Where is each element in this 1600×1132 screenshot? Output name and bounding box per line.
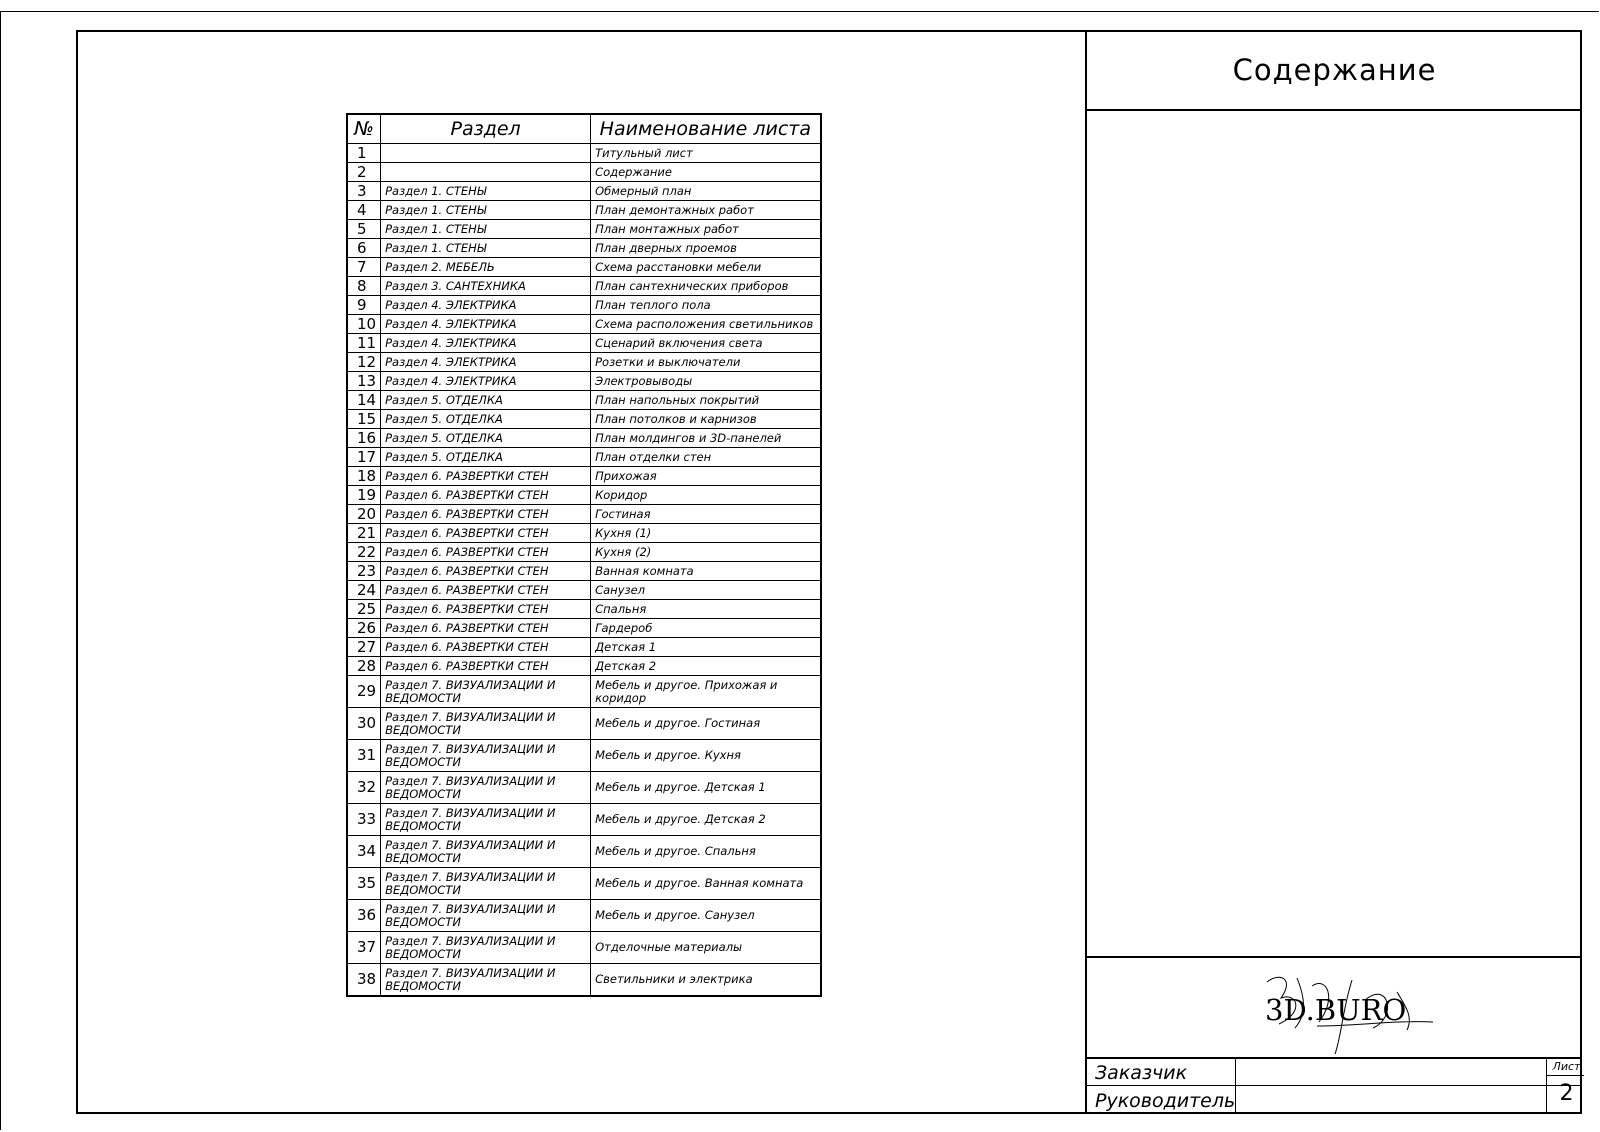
- table-row: [347, 804, 821, 836]
- table-row: [347, 932, 821, 964]
- table-row: [347, 429, 821, 448]
- cell-number: 30: [347, 708, 381, 740]
- cell-section: Раздел 4. ЭЛЕКТРИКА: [381, 315, 591, 334]
- cell-section: Раздел 4. ЭЛЕКТРИКА: [381, 334, 591, 353]
- table-row: [347, 182, 821, 201]
- header-sheet-name: Наименование листа: [591, 114, 821, 144]
- cell-number: 34: [347, 836, 381, 868]
- cell-number: 25: [347, 600, 381, 619]
- table-row: [347, 258, 821, 277]
- cell-sheet-name: Ванная комната: [591, 562, 821, 581]
- cell-section: [381, 144, 591, 163]
- logo-text: 3D.BURO: [1265, 993, 1407, 1027]
- cell-sheet-name: Детская 2: [591, 657, 821, 676]
- cell-section: Раздел 1. СТЕНЫ: [381, 220, 591, 239]
- table-header-row: [347, 114, 821, 144]
- cell-sheet-name: Спальня: [591, 600, 821, 619]
- cell-section: Раздел 6. РАЗВЕРТКИ СТЕН: [381, 600, 591, 619]
- stamp-row-client: [1087, 1059, 1582, 1086]
- cell-sheet-name: Обмерный план: [591, 182, 821, 201]
- stamp-divider: [1546, 1075, 1584, 1076]
- table-row: [347, 163, 821, 182]
- cell-section: Раздел 2. МЕБЕЛЬ: [381, 258, 591, 277]
- cell-number: 8: [347, 277, 381, 296]
- cell-section: Раздел 4. ЭЛЕКТРИКА: [381, 353, 591, 372]
- cell-number: 22: [347, 543, 381, 562]
- table-row: [347, 505, 821, 524]
- cell-section: Раздел 6. РАЗВЕРТКИ СТЕН: [381, 581, 591, 600]
- cell-section: Раздел 6. РАЗВЕРТКИ СТЕН: [381, 467, 591, 486]
- cell-section: Раздел 7. ВИЗУАЛИЗАЦИИ И ВЕДОМОСТИ: [381, 868, 591, 900]
- cell-number: 36: [347, 900, 381, 932]
- cell-sheet-name: Мебель и другое. Гостиная: [591, 708, 821, 740]
- cell-sheet-name: Мебель и другое. Детская 2: [591, 804, 821, 836]
- cell-sheet-name: План потолков и карнизов: [591, 410, 821, 429]
- cell-sheet-name: Отделочные материалы: [591, 932, 821, 964]
- cell-number: 21: [347, 524, 381, 543]
- cell-section: Раздел 7. ВИЗУАЛИЗАЦИИ И ВЕДОМОСТИ: [381, 932, 591, 964]
- table-row: [347, 836, 821, 868]
- table-row: [347, 391, 821, 410]
- cell-number: 5: [347, 220, 381, 239]
- cell-number: 19: [347, 486, 381, 505]
- cell-section: [381, 163, 591, 182]
- table-row: [347, 581, 821, 600]
- table-row: [347, 600, 821, 619]
- cell-number: 12: [347, 353, 381, 372]
- header-section: Раздел: [381, 114, 591, 144]
- cell-number: 4: [347, 201, 381, 220]
- cell-section: Раздел 5. ОТДЕЛКА: [381, 410, 591, 429]
- cell-number: 24: [347, 581, 381, 600]
- table-row: [347, 315, 821, 334]
- cell-number: 29: [347, 676, 381, 708]
- cell-sheet-name: Мебель и другое. Спальня: [591, 836, 821, 868]
- cell-section: Раздел 5. ОТДЕЛКА: [381, 448, 591, 467]
- cell-sheet-name: Мебель и другое. Прихожая и коридор: [591, 676, 821, 708]
- cell-sheet-name: Содержание: [591, 163, 821, 182]
- contents-table: [346, 113, 822, 997]
- cell-section: Раздел 4. ЭЛЕКТРИКА: [381, 296, 591, 315]
- table-row: [347, 543, 821, 562]
- sheet-label: Лист: [1552, 1060, 1581, 1073]
- cell-number: 18: [347, 467, 381, 486]
- cell-sheet-name: Прихожая: [591, 467, 821, 486]
- cell-section: Раздел 7. ВИЗУАЛИЗАЦИИ И ВЕДОМОСТИ: [381, 740, 591, 772]
- cell-section: Раздел 6. РАЗВЕРТКИ СТЕН: [381, 524, 591, 543]
- table-row: [347, 524, 821, 543]
- stamp-divider: [1546, 1059, 1547, 1114]
- cell-number: 15: [347, 410, 381, 429]
- cell-number: 38: [347, 964, 381, 997]
- cell-section: Раздел 7. ВИЗУАЛИЗАЦИИ И ВЕДОМОСТИ: [381, 964, 591, 997]
- cell-number: 1: [347, 144, 381, 163]
- table-row: [347, 448, 821, 467]
- cell-sheet-name: Кухня (1): [591, 524, 821, 543]
- cell-number: 9: [347, 296, 381, 315]
- cell-sheet-name: План дверных проемов: [591, 239, 821, 258]
- table-row: [347, 772, 821, 804]
- cell-sheet-name: Гостиная: [591, 505, 821, 524]
- cell-sheet-name: План демонтажных работ: [591, 201, 821, 220]
- cell-section: Раздел 1. СТЕНЫ: [381, 201, 591, 220]
- cell-section: Раздел 6. РАЗВЕРТКИ СТЕН: [381, 562, 591, 581]
- cell-section: Раздел 6. РАЗВЕРТКИ СТЕН: [381, 657, 591, 676]
- title-block: [1085, 30, 1582, 1114]
- logo-box: [1087, 956, 1582, 1057]
- cell-number: 16: [347, 429, 381, 448]
- cell-number: 10: [347, 315, 381, 334]
- cell-number: 23: [347, 562, 381, 581]
- cell-section: Раздел 5. ОТДЕЛКА: [381, 429, 591, 448]
- table-row: [347, 562, 821, 581]
- page-title: Содержание: [1232, 52, 1437, 87]
- cell-sheet-name: Детская 1: [591, 638, 821, 657]
- table-row: [347, 486, 821, 505]
- cell-number: 37: [347, 932, 381, 964]
- cell-sheet-name: План молдингов и 3D-панелей: [591, 429, 821, 448]
- title-box: [1087, 30, 1582, 111]
- cell-section: Раздел 7. ВИЗУАЛИЗАЦИИ И ВЕДОМОСТИ: [381, 900, 591, 932]
- cell-number: 28: [347, 657, 381, 676]
- logo-signature-icon: [1257, 968, 1437, 1056]
- stamp-divider: [1235, 1059, 1236, 1114]
- cell-sheet-name: Гардероб: [591, 619, 821, 638]
- cell-number: 26: [347, 619, 381, 638]
- cell-sheet-name: Светильники и электрика: [591, 964, 821, 997]
- client-label: Заказчик: [1095, 1062, 1188, 1084]
- cell-section: Раздел 7. ВИЗУАЛИЗАЦИИ И ВЕДОМОСТИ: [381, 676, 591, 708]
- cell-sheet-name: Сценарий включения света: [591, 334, 821, 353]
- cell-section: Раздел 6. РАЗВЕРТКИ СТЕН: [381, 486, 591, 505]
- table-row: [347, 220, 821, 239]
- cell-number: 32: [347, 772, 381, 804]
- cell-section: Раздел 7. ВИЗУАЛИЗАЦИИ И ВЕДОМОСТИ: [381, 772, 591, 804]
- cell-section: Раздел 1. СТЕНЫ: [381, 182, 591, 201]
- cell-sheet-name: План теплого пола: [591, 296, 821, 315]
- cell-number: 20: [347, 505, 381, 524]
- table-row: [347, 740, 821, 772]
- cell-sheet-name: Розетки и выключатели: [591, 353, 821, 372]
- table-row: [347, 676, 821, 708]
- stamp-row-manager: [1087, 1086, 1582, 1113]
- cell-number: 3: [347, 182, 381, 201]
- stamp-block: [1087, 1057, 1582, 1112]
- cell-number: 33: [347, 804, 381, 836]
- cell-number: 7: [347, 258, 381, 277]
- cell-sheet-name: Титульный лист: [591, 144, 821, 163]
- cell-section: Раздел 6. РАЗВЕРТКИ СТЕН: [381, 638, 591, 657]
- cell-section: Раздел 6. РАЗВЕРТКИ СТЕН: [381, 619, 591, 638]
- cell-section: Раздел 7. ВИЗУАЛИЗАЦИИ И ВЕДОМОСТИ: [381, 804, 591, 836]
- cell-number: 17: [347, 448, 381, 467]
- table-row: [347, 657, 821, 676]
- cell-section: Раздел 7. ВИЗУАЛИЗАЦИИ И ВЕДОМОСТИ: [381, 836, 591, 868]
- cell-number: 31: [347, 740, 381, 772]
- cell-sheet-name: Схема расстановки мебели: [591, 258, 821, 277]
- cell-number: 13: [347, 372, 381, 391]
- table-row: [347, 239, 821, 258]
- cell-sheet-name: План отделки стен: [591, 448, 821, 467]
- table-row: [347, 964, 821, 997]
- table-row: [347, 201, 821, 220]
- table-row: [347, 467, 821, 486]
- cell-sheet-name: Схема расположения светильников: [591, 315, 821, 334]
- cell-number: 11: [347, 334, 381, 353]
- cell-number: 6: [347, 239, 381, 258]
- cell-sheet-name: Мебель и другое. Кухня: [591, 740, 821, 772]
- table-row: [347, 619, 821, 638]
- cell-sheet-name: Мебель и другое. Детская 1: [591, 772, 821, 804]
- cell-section: Раздел 7. ВИЗУАЛИЗАЦИИ И ВЕДОМОСТИ: [381, 708, 591, 740]
- cell-number: 35: [347, 868, 381, 900]
- cell-sheet-name: План монтажных работ: [591, 220, 821, 239]
- table-row: [347, 410, 821, 429]
- table-row: [347, 334, 821, 353]
- table-row: [347, 708, 821, 740]
- cell-sheet-name: Коридор: [591, 486, 821, 505]
- cell-number: 14: [347, 391, 381, 410]
- cell-sheet-name: Мебель и другое. Санузел: [591, 900, 821, 932]
- cell-section: Раздел 6. РАЗВЕРТКИ СТЕН: [381, 505, 591, 524]
- cell-number: 2: [347, 163, 381, 182]
- table-row: [347, 144, 821, 163]
- table-row: [347, 277, 821, 296]
- cell-sheet-name: План напольных покрытий: [591, 391, 821, 410]
- cell-sheet-name: Кухня (2): [591, 543, 821, 562]
- cell-section: Раздел 1. СТЕНЫ: [381, 239, 591, 258]
- table-row: [347, 900, 821, 932]
- table-row: [347, 372, 821, 391]
- table-row: [347, 353, 821, 372]
- table-row: [347, 868, 821, 900]
- cell-section: Раздел 4. ЭЛЕКТРИКА: [381, 372, 591, 391]
- cell-sheet-name: Электровыводы: [591, 372, 821, 391]
- manager-label: Руководитель: [1095, 1090, 1236, 1112]
- cell-sheet-name: Санузел: [591, 581, 821, 600]
- cell-section: Раздел 6. РАЗВЕРТКИ СТЕН: [381, 543, 591, 562]
- table-row: [347, 296, 821, 315]
- cell-number: 27: [347, 638, 381, 657]
- cell-section: Раздел 5. ОТДЕЛКА: [381, 391, 591, 410]
- table-body: [347, 144, 821, 997]
- sheet-number: 2: [1559, 1081, 1574, 1106]
- cell-sheet-name: Мебель и другое. Ванная комната: [591, 868, 821, 900]
- header-number: №: [347, 114, 381, 144]
- cell-sheet-name: План сантехнических приборов: [591, 277, 821, 296]
- table-row: [347, 638, 821, 657]
- cell-section: Раздел 3. САНТЕХНИКА: [381, 277, 591, 296]
